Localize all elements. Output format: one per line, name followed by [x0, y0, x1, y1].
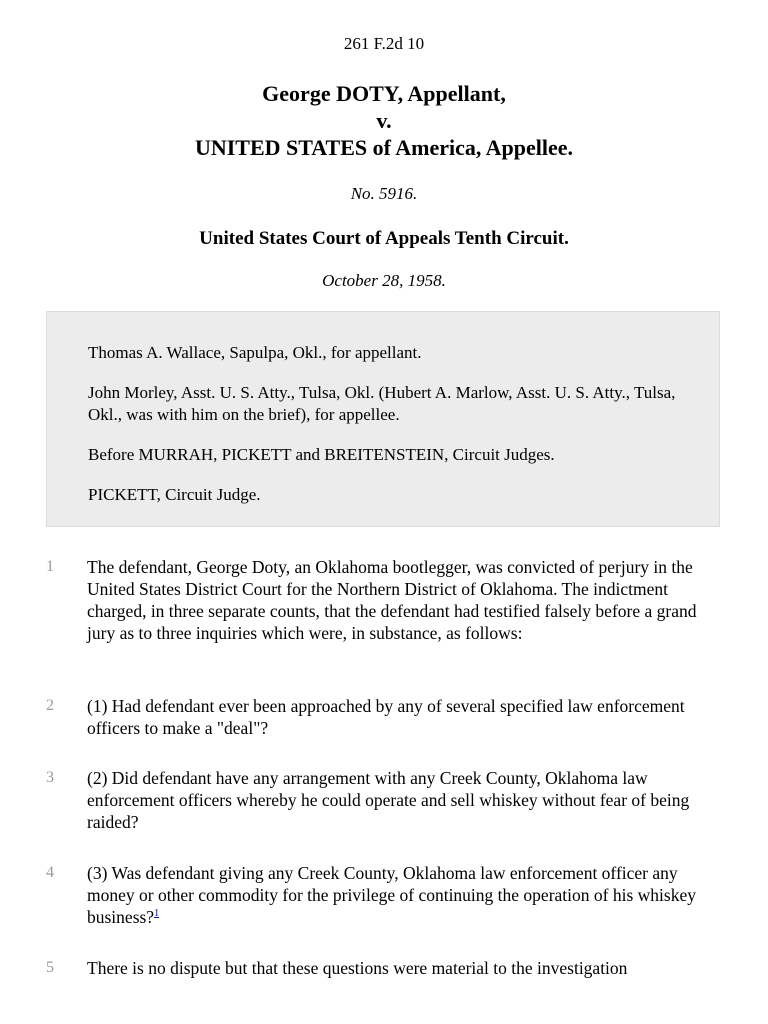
case-caption: [0, 80, 768, 161]
paragraph-text: (2) Did defendant have any arrangement with any Creek County, Oklahoma law enforcement officers whereby he could operate and sell whiskey without fear of being raided?: [87, 768, 690, 832]
decision-date: October 28, 1958.: [322, 271, 446, 290]
opinion-author: PICKETT, Circuit Judge.: [88, 485, 261, 504]
caption-appellant: George DOTY, Appellant,: [262, 81, 506, 106]
caption-appellee: UNITED STATES of America, Appellee.: [194, 135, 574, 160]
case-citation: 261 F.2d 10: [343, 34, 425, 53]
counsel-box: [46, 311, 720, 527]
docket-number: No. 5916.: [350, 184, 418, 203]
paragraph-number: 1: [46, 558, 54, 575]
panel-judges: Before MURRAH, PICKETT and BREITENSTEIN, Circuit Judges.: [88, 445, 555, 464]
counsel-appellant: Thomas A. Wallace, Sapulpa, Okl., for appellant.: [88, 343, 422, 362]
paragraph-text: [87, 862, 727, 928]
paragraph-text: (1) Had defendant ever been approached by any of several specified law enforcement officers to make a "deal"?: [87, 696, 685, 738]
paragraph-number: 5: [46, 959, 54, 976]
caption-versus: v.: [376, 108, 392, 133]
paragraph-number: 4: [46, 864, 54, 881]
footnote-link[interactable]: 1: [154, 908, 160, 920]
paragraph-number: 2: [46, 697, 54, 714]
paragraph-text: There is no dispute but that these questions were material to the investigation: [87, 958, 628, 978]
court-name: United States Court of Appeals Tenth Circuit.: [199, 228, 569, 249]
paragraph-number: 3: [46, 769, 54, 786]
paragraph-text: The defendant, George Doty, an Oklahoma bootlegger, was convicted of perjury in the United States District Court for the Northern District of Oklahoma. The indictment charged, in three separate counts, that the defendant had testified falsely before a grand jury as to three inquiries which were, in substance, as follows:: [87, 557, 697, 643]
paragraph-body: (3) Was defendant giving any Creek County, Oklahoma law enforcement officer any money or other commodity for the privilege of continuing the operation of his whiskey business?: [87, 863, 696, 927]
counsel-appellee: John Morley, Asst. U. S. Atty., Tulsa, Okl. (Hubert A. Marlow, Asst. U. S. Atty., Tulsa, Okl., was with him on the brief), for appellee.: [88, 383, 676, 424]
